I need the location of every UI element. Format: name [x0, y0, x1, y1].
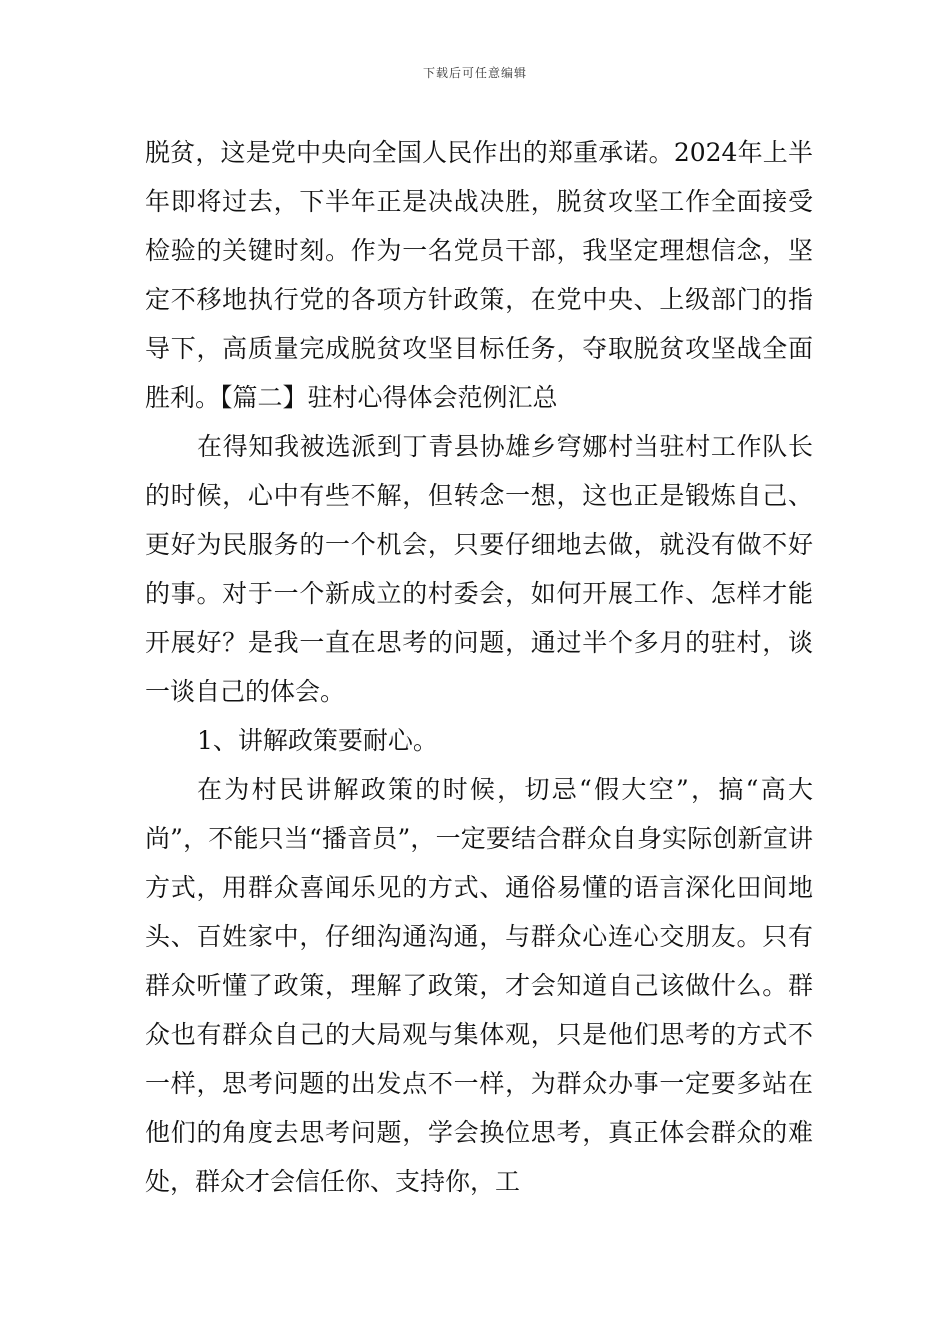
document-body [145, 128, 813, 1206]
page-header: 下载后可任意编辑 [422, 66, 527, 80]
paragraph-policy: 在为村民讲解政策的时候，切忌“假大空”，搞“高大尚”，不能只当“播音员”，一定要结合群众自身实际创新宣讲方式，用群众喜闻乐见的方式、通俗易懂的语言深化田间地头、百姓家中，仔细沟通沟通，与群众心连心交朋友。只有群众听懂了政策，理解了政策，才会知道自己该做什么。群众也有群众自己的大局观与集体观，只是他们思考的方式不一样，思考问题的出发点不一样，为群众办事一定要多站在他们的角度去思考问题，学会换位思考，真正体会群众的难处，群众才会信任你、支持你，工 [145, 775, 813, 1196]
paragraph-assignment: 在得知我被选派到丁青县协雄乡穹娜村当驻村工作队长的时候，心中有些不解，但转念一想，这也正是锻炼自己、更好为民服务的一个机会，只要仔细地去做，就没有做不好的事。对于一个新成立的村委会，如何开展工作、怎样才能开展好？是我一直在思考的问题，通过半个多月的驻村，谈一谈自己的体会。 [145, 432, 813, 706]
section-heading-policy: 1、讲解政策要耐心。 [197, 726, 438, 755]
paragraph-continued: 脱贫，这是党中央向全国人民作出的郑重承诺。2024年上半年即将过去，下半年正是决战决胜，脱贫攻坚工作全面接受检验的关键时刻。作为一名党员干部，我坚定理想信念，坚定不移地执行党的各项方针政策，在党中央、上级部门的指导下，高质量完成脱贫攻坚目标任务，夺取脱贫攻坚战全面胜利。【篇二】驻村心得体会范例汇总 [145, 138, 813, 412]
